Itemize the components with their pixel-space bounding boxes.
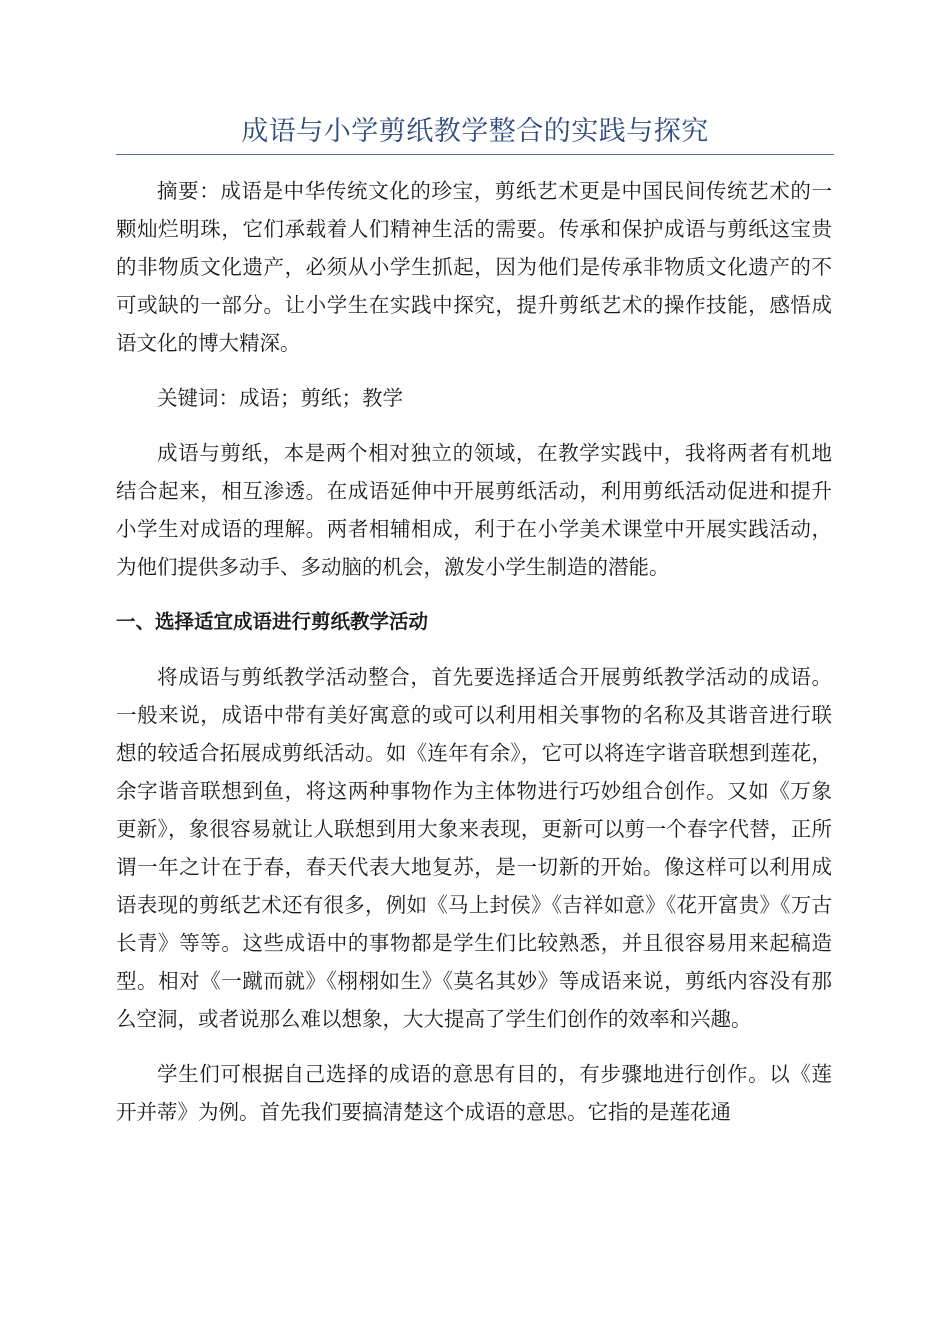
title-underline <box>116 154 834 155</box>
section-heading: 一、选择适宜成语进行剪纸教学活动 <box>116 610 429 633</box>
intro-paragraph: 成语与剪纸，本是两个相对独立的领域，在教学实践中，我将两者有机地结合起来，相互渗透。在成语延伸中开展剪纸活动，利用剪纸活动促进和提升小学生对成语的理解。两者相辅相成，利于在小学美术课堂中开展实践活动，为他们提供多动手、多动脑的机会，激发小学生制造的潜能。 <box>116 441 832 579</box>
abstract-paragraph: 摘要：成语是中华传统文化的珍宝，剪纸艺术更是中国民间传统艺术的一颗灿烂明珠，它们承载着人们精神生活的需要。传承和保护成语与剪纸这宝贵的非物质文化遗产，必须从小学生抓起，因为他们是传承非物质文化遗产的不可或缺的一部分。让小学生在实践中探究，提升剪纸艺术的操作技能，感悟成语文化的博大精深。 <box>116 179 832 355</box>
body-paragraph: 学生们可根据自己选择的成语的意思有目的，有步骤地进行创作。以《莲开并蒂》为例。首先我们要搞清楚这个成语的意思。它指的是莲花通 <box>116 1062 832 1124</box>
document-body <box>116 172 832 1148</box>
keywords-paragraph: 关键词：成语；剪纸；教学 <box>157 386 403 410</box>
body-paragraph: 将成语与剪纸教学活动整合，首先要选择适合开展剪纸教学活动的成语。一般来说，成语中带有美好寓意的或可以利用相关事物的名称及其谐音进行联想的较适合拓展成剪纸活动。如《连年有余》，它可以将连字谐音联想到莲花，余字谐音联想到鱼，将这两种事物作为主体物进行巧妙组合创作。又如《万象更新》，象很容易就让人联想到用大象来表现，更新可以剪一个春字代替，正所谓一年之计在于春，春天代表大地复苏，是一切新的开始。像这样可以利用成语表现的剪纸艺术还有很多，例如《马上封侯》《吉祥如意》《花开富贵》《万古长青》等等。这些成语中的事物都是学生们比较熟悉，并且很容易用来起稿造型。相对《一蹴而就》《栩栩如生》《莫名其妙》等成语来说，剪纸内容没有那么空洞，或者说那么难以想象，大大提高了学生们创作的效率和兴趣。 <box>116 665 832 1031</box>
document-title: 成语与小学剪纸教学整合的实践与探究 <box>241 116 709 147</box>
